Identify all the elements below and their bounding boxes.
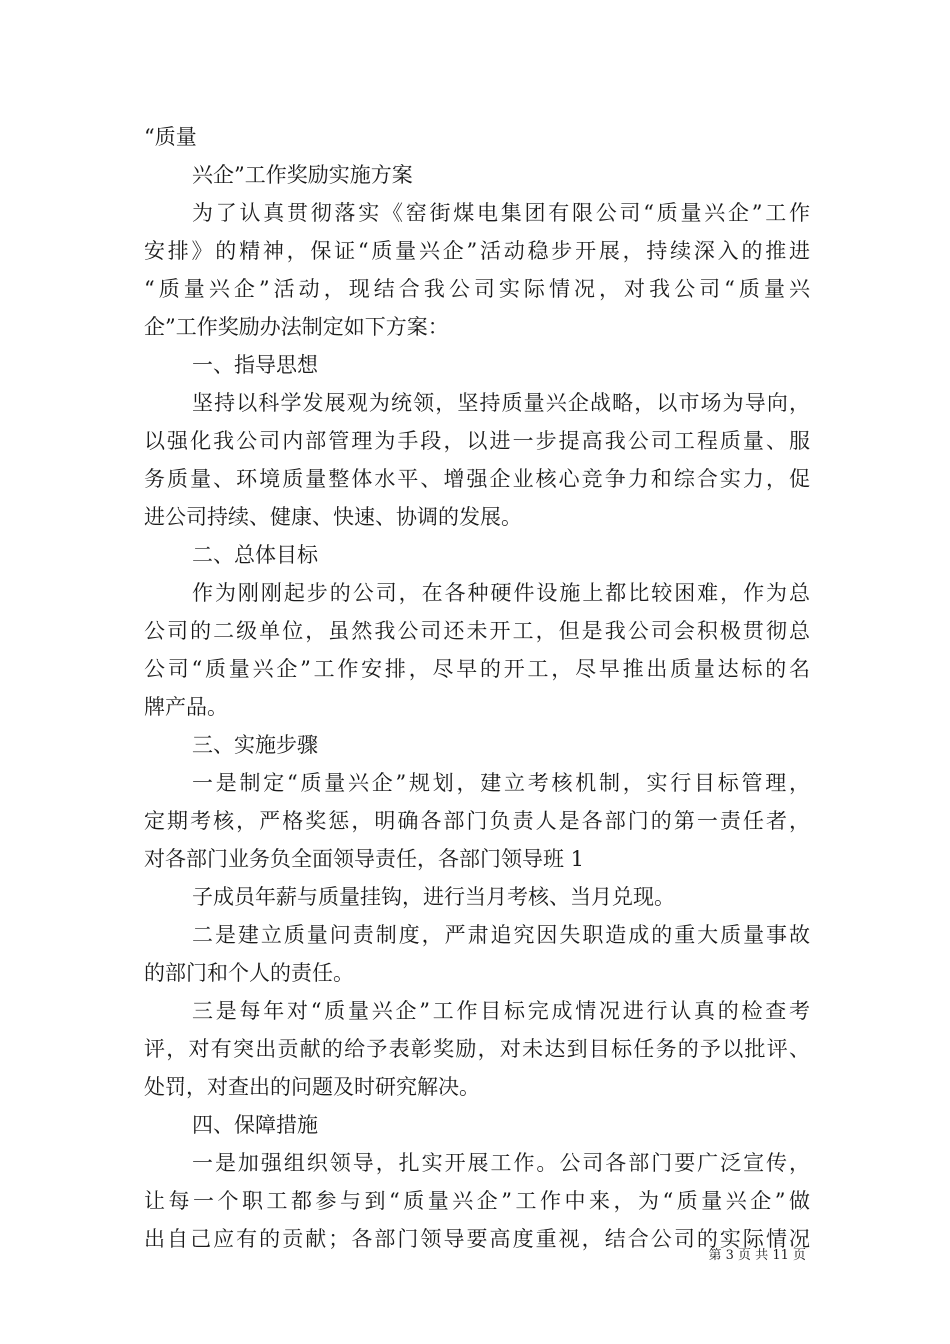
paragraph-line: 出自己应有的贡献；各部门领导要高度重视，结合公司的实际情况 (144, 1227, 810, 1251)
paragraph-line: 安排》的精神，保证“质量兴企”活动稳步开展，持续深入的推进 (144, 239, 810, 263)
section-heading-3: 三、实施步骤 (192, 733, 318, 757)
title-line-2: 兴企”工作奖励实施方案 (192, 163, 413, 187)
paragraph-line: 企”工作奖励办法制定如下方案： (144, 315, 449, 339)
section-heading-2: 二、总体目标 (192, 543, 318, 567)
paragraph-line: 定期考核，严格奖惩，明确各部门负责人是各部门的第一责任者， (144, 809, 810, 833)
paragraph-line: 作为刚刚起步的公司，在各种硬件设施上都比较困难，作为总 (192, 581, 810, 605)
paragraph-line: 牌产品。 (144, 695, 228, 719)
paragraph-line: “质量兴企”活动，现结合我公司实际情况，对我公司“质量兴 (144, 277, 810, 301)
section-heading-1: 一、指导思想 (192, 353, 318, 377)
document-body (144, 118, 810, 1258)
title-line-1: “质量 (144, 125, 197, 149)
paragraph-line: 对各部门业务负全面领导责任，各部门领导班 1 (144, 847, 585, 871)
paragraph-line: 公司的二级单位，虽然我公司还未开工，但是我公司会积极贯彻总 (144, 619, 810, 643)
paragraph-line: 评，对有突出贡献的给予表彰奖励，对未达到目标任务的予以批评、 (144, 1037, 810, 1061)
page-number-footer: 第 3 页 共 11 页 (708, 1248, 806, 1263)
paragraph-line: 为了认真贯彻落实《窑街煤电集团有限公司“质量兴企”工作 (192, 201, 810, 225)
section-heading-4: 四、保障措施 (192, 1113, 318, 1137)
paragraph-line: 子成员年薪与质量挂钩，进行当月考核、当月兑现。 (192, 885, 675, 909)
paragraph-line: 进公司持续、健康、快速、协调的发展。 (144, 505, 522, 529)
paragraph-line: 公司“质量兴企”工作安排，尽早的开工，尽早推出质量达标的名 (144, 657, 810, 681)
paragraph-line: 坚持以科学发展观为统领，坚持质量兴企战略，以市场为导向， (192, 391, 810, 415)
paragraph-line: 让每一个职工都参与到“质量兴企”工作中来，为“质量兴企”做 (144, 1189, 810, 1213)
paragraph-line: 以强化我公司内部管理为手段，以进一步提高我公司工程质量、服 (144, 429, 810, 453)
paragraph-line: 一是加强组织领导，扎实开展工作。公司各部门要广泛宣传， (192, 1151, 810, 1175)
paragraph-line: 三是每年对“质量兴企”工作目标完成情况进行认真的检查考 (192, 999, 810, 1023)
paragraph-line: 的部门和个人的责任。 (144, 961, 354, 985)
paragraph-line: 二是建立质量问责制度，严肃追究因失职造成的重大质量事故 (192, 923, 810, 947)
paragraph-line: 一是制定“质量兴企”规划，建立考核机制，实行目标管理， (192, 771, 810, 795)
paragraph-line: 处罚，对查出的问题及时研究解决。 (144, 1075, 480, 1099)
paragraph-line: 务质量、环境质量整体水平、增强企业核心竞争力和综合实力，促 (144, 467, 810, 491)
